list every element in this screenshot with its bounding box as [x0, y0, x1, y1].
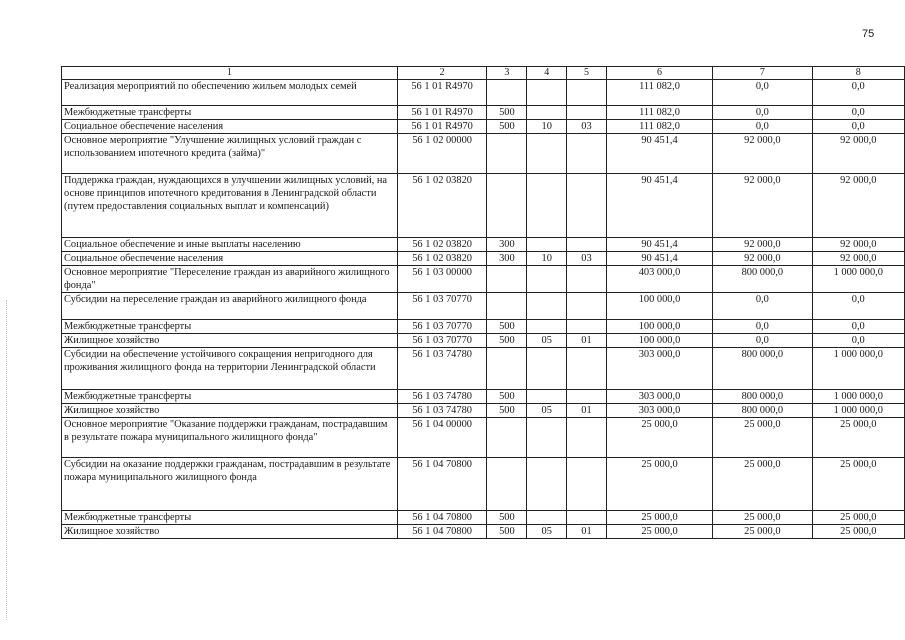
table-row: [62, 174, 905, 238]
row-name: Жилищное хозяйство: [62, 404, 398, 418]
target-code: 56 1 04 00000: [397, 418, 487, 458]
expense-type: [487, 458, 527, 511]
section: [527, 174, 567, 238]
target-code: 56 1 04 70800: [397, 511, 487, 525]
amount-col6: 25 000,0: [606, 458, 712, 511]
amount-col7: 92 000,0: [713, 134, 812, 174]
column-header: 2: [397, 67, 487, 80]
amount-col7: 0,0: [713, 80, 812, 106]
target-code: 56 1 03 70770: [397, 334, 487, 348]
expense-type: 300: [487, 252, 527, 266]
amount-col8: 0,0: [812, 120, 904, 134]
amount-col7: 25 000,0: [713, 511, 812, 525]
amount-col6: 90 451,4: [606, 252, 712, 266]
amount-col7: 25 000,0: [713, 418, 812, 458]
row-name: Межбюджетные трансферты: [62, 106, 398, 120]
amount-col6: 100 000,0: [606, 320, 712, 334]
section: [527, 106, 567, 120]
row-name: Жилищное хозяйство: [62, 525, 398, 539]
target-code: 56 1 01 R4970: [397, 106, 487, 120]
amount-col7: 92 000,0: [713, 174, 812, 238]
row-name: Поддержка граждан, нуждающихся в улучшении жилищных условий, на основе принципов ипотечного кредитования в Ленинградской области (путем предоставления социальных выплат и компенсаций): [62, 174, 398, 238]
row-name: Основное мероприятие "Переселение граждан из аварийного жилищного фонда": [62, 266, 398, 293]
subsection: [567, 174, 607, 238]
subsection: 01: [567, 334, 607, 348]
amount-col7: 0,0: [713, 120, 812, 134]
target-code: 56 1 01 R4970: [397, 80, 487, 106]
table-row: [62, 80, 905, 106]
expense-type: [487, 418, 527, 458]
column-header: 3: [487, 67, 527, 80]
section: [527, 320, 567, 334]
subsection: [567, 458, 607, 511]
target-code: 56 1 03 70770: [397, 293, 487, 320]
amount-col8: 25 000,0: [812, 418, 904, 458]
table-row: [62, 266, 905, 293]
subsection: [567, 106, 607, 120]
section: [527, 458, 567, 511]
expense-type: 500: [487, 511, 527, 525]
row-name: Межбюджетные трансферты: [62, 390, 398, 404]
row-name: Основное мероприятие "Улучшение жилищных условий граждан с использованием ипотечного кредита (займа)": [62, 134, 398, 174]
amount-col6: 111 082,0: [606, 80, 712, 106]
section: 05: [527, 404, 567, 418]
header-row: [62, 67, 905, 80]
amount-col7: 800 000,0: [713, 266, 812, 293]
amount-col8: 92 000,0: [812, 252, 904, 266]
amount-col8: 0,0: [812, 334, 904, 348]
amount-col7: 0,0: [713, 320, 812, 334]
column-header: 7: [713, 67, 812, 80]
section: [527, 266, 567, 293]
amount-col6: 303 000,0: [606, 390, 712, 404]
expense-type: 500: [487, 334, 527, 348]
row-name: Основное мероприятие "Оказание поддержки гражданам, пострадавшим в результате пожара муниципального жилищного фонда": [62, 418, 398, 458]
amount-col8: 0,0: [812, 293, 904, 320]
table-row: [62, 293, 905, 320]
subsection: [567, 293, 607, 320]
expense-type: [487, 80, 527, 106]
column-header: 6: [606, 67, 712, 80]
section: [527, 293, 567, 320]
subsection: [567, 266, 607, 293]
target-code: 56 1 02 00000: [397, 134, 487, 174]
amount-col8: 92 000,0: [812, 174, 904, 238]
table-row: [62, 320, 905, 334]
amount-col6: 111 082,0: [606, 106, 712, 120]
section: [527, 238, 567, 252]
expense-type: [487, 266, 527, 293]
subsection: [567, 320, 607, 334]
table-row: [62, 458, 905, 511]
amount-col7: 92 000,0: [713, 238, 812, 252]
amount-col7: 0,0: [713, 293, 812, 320]
target-code: 56 1 03 00000: [397, 266, 487, 293]
section: [527, 390, 567, 404]
subsection: 01: [567, 525, 607, 539]
amount-col7: 25 000,0: [713, 458, 812, 511]
target-code: 56 1 02 03820: [397, 238, 487, 252]
section: 10: [527, 120, 567, 134]
amount-col6: 25 000,0: [606, 511, 712, 525]
expense-type: 500: [487, 525, 527, 539]
amount-col8: 25 000,0: [812, 525, 904, 539]
column-header: 5: [567, 67, 607, 80]
amount-col6: 111 082,0: [606, 120, 712, 134]
table-row: [62, 238, 905, 252]
amount-col6: 90 451,4: [606, 134, 712, 174]
row-name: Субсидии на оказание поддержки гражданам, пострадавшим в результате пожара муниципального жилищного фонда: [62, 458, 398, 511]
column-header: 1: [62, 67, 398, 80]
target-code: 56 1 03 70770: [397, 320, 487, 334]
target-code: 56 1 03 74780: [397, 404, 487, 418]
amount-col6: 403 000,0: [606, 266, 712, 293]
subsection: 01: [567, 404, 607, 418]
table-row: [62, 106, 905, 120]
table-row: [62, 390, 905, 404]
amount-col7: 25 000,0: [713, 525, 812, 539]
amount-col6: 100 000,0: [606, 293, 712, 320]
target-code: 56 1 04 70800: [397, 525, 487, 539]
table-row: [62, 252, 905, 266]
amount-col7: 92 000,0: [713, 252, 812, 266]
amount-col7: 800 000,0: [713, 390, 812, 404]
column-header: 4: [527, 67, 567, 80]
table-row: [62, 134, 905, 174]
amount-col7: 800 000,0: [713, 404, 812, 418]
section: [527, 511, 567, 525]
subsection: [567, 134, 607, 174]
row-name: Социальное обеспечение и иные выплаты населению: [62, 238, 398, 252]
amount-col6: 303 000,0: [606, 348, 712, 390]
budget-table: [61, 66, 905, 539]
row-name: Жилищное хозяйство: [62, 334, 398, 348]
amount-col8: 1 000 000,0: [812, 348, 904, 390]
row-name: Реализация мероприятий по обеспечению жильем молодых семей: [62, 80, 398, 106]
table-row: [62, 120, 905, 134]
expense-type: 300: [487, 238, 527, 252]
amount-col6: 90 451,4: [606, 174, 712, 238]
target-code: 56 1 04 70800: [397, 458, 487, 511]
expense-type: 500: [487, 390, 527, 404]
expense-type: 500: [487, 404, 527, 418]
subsection: 03: [567, 252, 607, 266]
section: [527, 348, 567, 390]
amount-col8: 1 000 000,0: [812, 266, 904, 293]
section: 10: [527, 252, 567, 266]
amount-col6: 303 000,0: [606, 404, 712, 418]
subsection: 03: [567, 120, 607, 134]
amount-col6: 90 451,4: [606, 238, 712, 252]
amount-col6: 25 000,0: [606, 525, 712, 539]
table-row: [62, 404, 905, 418]
table-row: [62, 511, 905, 525]
table-row: [62, 525, 905, 539]
section: [527, 418, 567, 458]
amount-col7: 800 000,0: [713, 348, 812, 390]
section: [527, 134, 567, 174]
subsection: [567, 511, 607, 525]
table-row: [62, 348, 905, 390]
target-code: 56 1 02 03820: [397, 174, 487, 238]
amount-col7: 0,0: [713, 106, 812, 120]
expense-type: 500: [487, 320, 527, 334]
section: 05: [527, 525, 567, 539]
amount-col6: 100 000,0: [606, 334, 712, 348]
subsection: [567, 418, 607, 458]
column-header: 8: [812, 67, 904, 80]
section: [527, 80, 567, 106]
row-name: Социальное обеспечение населения: [62, 120, 398, 134]
expense-type: [487, 293, 527, 320]
expense-type: [487, 174, 527, 238]
page-number: 75: [862, 28, 875, 40]
section: 05: [527, 334, 567, 348]
amount-col8: 25 000,0: [812, 511, 904, 525]
amount-col8: 0,0: [812, 320, 904, 334]
row-name: Межбюджетные трансферты: [62, 320, 398, 334]
target-code: 56 1 03 74780: [397, 390, 487, 404]
table-row: [62, 334, 905, 348]
subsection: [567, 238, 607, 252]
amount-col8: 0,0: [812, 80, 904, 106]
subsection: [567, 390, 607, 404]
row-name: Субсидии на переселение граждан из аварийного жилищного фонда: [62, 293, 398, 320]
target-code: 56 1 02 03820: [397, 252, 487, 266]
row-name: Субсидии на обеспечение устойчивого сокращения непригодного для проживания жилищного фонда на территории Ленинградской области: [62, 348, 398, 390]
amount-col8: 0,0: [812, 106, 904, 120]
amount-col8: 25 000,0: [812, 458, 904, 511]
margin-dots: [6, 300, 8, 620]
amount-col8: 1 000 000,0: [812, 390, 904, 404]
expense-type: [487, 348, 527, 390]
row-name: Межбюджетные трансферты: [62, 511, 398, 525]
subsection: [567, 348, 607, 390]
amount-col6: 25 000,0: [606, 418, 712, 458]
table-row: [62, 418, 905, 458]
amount-col8: 92 000,0: [812, 134, 904, 174]
amount-col8: 92 000,0: [812, 238, 904, 252]
target-code: 56 1 01 R4970: [397, 120, 487, 134]
row-name: Социальное обеспечение населения: [62, 252, 398, 266]
expense-type: 500: [487, 120, 527, 134]
amount-col8: 1 000 000,0: [812, 404, 904, 418]
amount-col7: 0,0: [713, 334, 812, 348]
expense-type: [487, 134, 527, 174]
expense-type: 500: [487, 106, 527, 120]
target-code: 56 1 03 74780: [397, 348, 487, 390]
subsection: [567, 80, 607, 106]
